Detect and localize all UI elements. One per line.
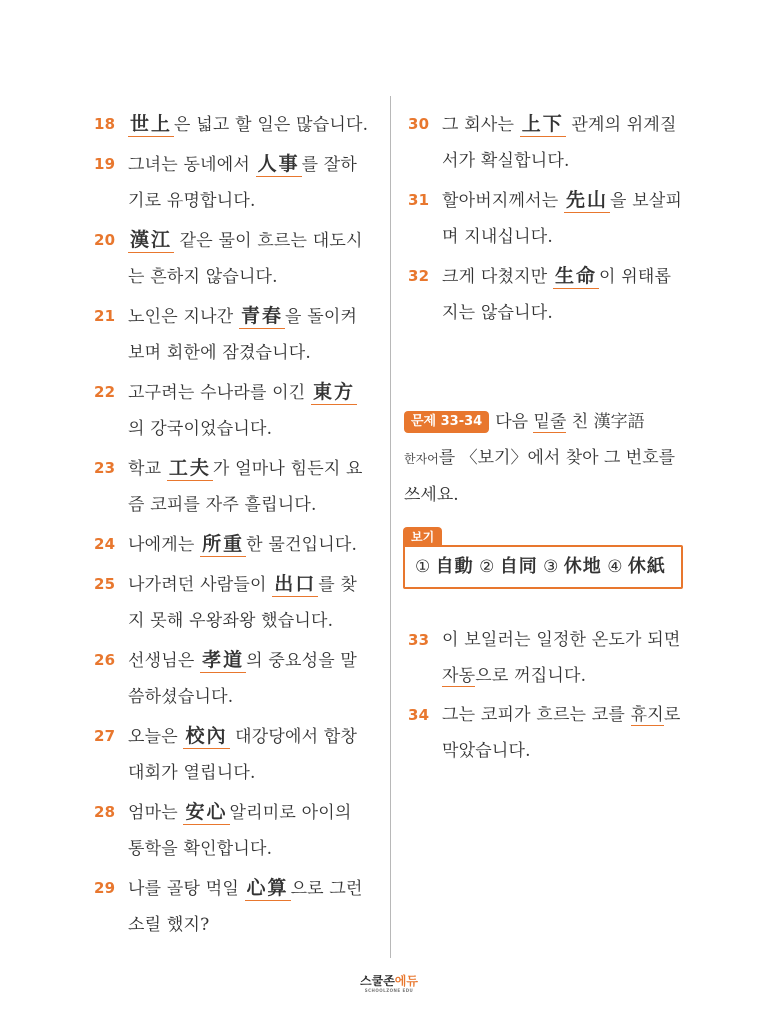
hanja-word: 心算 — [246, 877, 289, 899]
sentence-text: 관계의 위계질 — [565, 115, 677, 135]
question-number: 21 — [94, 307, 116, 325]
sentence-text: 을 돌이켜 — [284, 307, 358, 327]
right-column — [408, 106, 690, 331]
question-21 — [94, 298, 376, 371]
question-number: 33 — [408, 631, 430, 649]
hanja-word: 安心 — [185, 801, 228, 823]
option-hanja: 休地 — [563, 556, 602, 577]
question-number: 24 — [94, 535, 116, 553]
sentence-text: 로 — [663, 705, 681, 725]
sentence-text: 같은 물이 흐르는 대도시 — [174, 231, 363, 251]
sentence-text: 지는 않습니다. — [442, 303, 553, 323]
question-number: 25 — [94, 575, 116, 593]
question-number: 31 — [408, 191, 430, 209]
hanja-word: 所重 — [202, 533, 245, 555]
column-divider — [390, 96, 391, 958]
question-22 — [94, 374, 376, 447]
sentence-text: 는 흔하지 않습니다. — [128, 267, 278, 287]
sentence-text: 이 보일러는 일정한 온도가 되면 — [442, 630, 681, 650]
sentence-text: 이 위태롭 — [598, 267, 672, 287]
sentence-text: 학교 — [128, 459, 167, 479]
instruction-text: 쓰세요. — [404, 485, 459, 505]
instruction-text: 다음 — [495, 412, 534, 432]
questions-33-34 — [408, 622, 690, 769]
sentence-text: 한 물건입니다. — [246, 535, 358, 555]
sentence-text: 막았습니다. — [442, 741, 531, 761]
hanja-word: 漢江 — [130, 229, 173, 251]
question-number: 32 — [408, 267, 430, 285]
sentence-text: 그는 코피가 흐르는 코를 — [442, 705, 631, 725]
hanja-word: 先山 — [565, 189, 608, 211]
sentence-text: 소릴 했지? — [128, 915, 210, 935]
question-33 — [408, 622, 690, 694]
instruction-underlined: 밑줄 — [533, 412, 567, 432]
task-instructions — [404, 404, 690, 513]
question-number: 29 — [94, 879, 116, 897]
sentence-text: 기로 유명합니다. — [128, 191, 256, 211]
hanja-word: 出口 — [274, 573, 317, 595]
option-hanja: 自同 — [499, 556, 538, 577]
question-number: 19 — [94, 155, 116, 173]
sentence-text: 노인은 지나간 — [128, 307, 239, 327]
sentence-text: 가 얼마나 힘든지 요 — [212, 459, 363, 479]
hanja-word: 世上 — [130, 113, 173, 135]
logo-text-main: 스쿨존 — [360, 974, 395, 988]
sentence-text: 선생님은 — [128, 651, 201, 671]
sentence-text: 의 중요성을 말 — [246, 651, 358, 671]
sentence-text: 보며 회한에 잠겼습니다. — [128, 343, 312, 363]
sentence-text: 서가 확실합니다. — [442, 151, 570, 171]
sentence-text: 의 강국이었습니다. — [128, 419, 273, 439]
option-hanja: 自動 — [435, 556, 474, 577]
sentence-text: 씀하셨습니다. — [128, 687, 234, 707]
question-number: 34 — [408, 706, 430, 724]
question-number: 26 — [94, 651, 116, 669]
bogi-label: 보기 — [403, 527, 442, 547]
sentence-text: 은 넓고 할 일은 많습니다. — [174, 115, 369, 135]
question-number: 30 — [408, 115, 430, 133]
underlined-word: 자동 — [442, 666, 476, 686]
sentence-text: 지 못해 우왕좌왕 했습니다. — [128, 611, 334, 631]
sentence-text: 나를 골탕 먹일 — [128, 879, 245, 899]
sentence-text: 고구려는 수나라를 이긴 — [128, 383, 312, 403]
hanja-word: 工夫 — [168, 457, 211, 479]
sentence-text: 를 잘하 — [301, 155, 358, 175]
bogi-options — [403, 545, 683, 589]
question-34 — [408, 697, 690, 769]
option-mark: ① — [415, 557, 431, 577]
sentence-text: 할아버지께서는 — [442, 191, 564, 211]
schoolzone-edu-logo — [356, 974, 422, 996]
question-24 — [94, 526, 376, 563]
sentence-text: 알리미로 아이의 — [229, 803, 352, 823]
question-18 — [94, 106, 376, 143]
question-32 — [408, 258, 690, 331]
question-19 — [94, 146, 376, 219]
question-30 — [408, 106, 690, 179]
sentence-text: 대강당에서 합창 — [229, 727, 358, 747]
sentence-text: 나가려던 사람들이 — [128, 575, 273, 595]
sentence-text: 며 지내십니다. — [442, 227, 553, 247]
instruction-text: 친 漢字語 — [566, 412, 645, 432]
option-mark: ③ — [543, 557, 559, 577]
left-column — [94, 106, 376, 943]
underlined-word: 휴지 — [630, 705, 664, 725]
sentence-text: 그녀는 동네에서 — [128, 155, 256, 175]
question-number: 20 — [94, 231, 116, 249]
sentence-text: 통학을 확인합니다. — [128, 839, 273, 859]
sentence-text: 오늘은 — [128, 727, 184, 747]
sentence-text: 를 찾 — [318, 575, 358, 595]
sentence-text: 크게 다쳤지만 — [442, 267, 553, 287]
sentence-text: 엄마는 — [128, 803, 184, 823]
sentence-text: 으로 꺼집니다. — [475, 666, 587, 686]
question-number: 18 — [94, 115, 116, 133]
question-number: 27 — [94, 727, 116, 745]
hanja-word: 上下 — [521, 113, 564, 135]
hanja-word: 生命 — [554, 265, 597, 287]
question-26 — [94, 642, 376, 715]
sentence-text: 즘 코피를 자주 흘립니다. — [128, 495, 317, 515]
question-number: 22 — [94, 383, 116, 401]
question-25 — [94, 566, 376, 639]
question-28 — [94, 794, 376, 867]
hanja-word: 青春 — [240, 305, 283, 327]
question-number: 28 — [94, 803, 116, 821]
logo-subtext: SCHOOLZONE EDU — [364, 988, 414, 993]
hanja-word: 校內 — [185, 725, 228, 747]
hanja-word: 東方 — [313, 381, 356, 403]
sentence-text: 으로 그런 — [290, 879, 363, 899]
sentence-text: 을 보살피 — [609, 191, 683, 211]
option-hanja: 休紙 — [627, 556, 666, 577]
question-number: 23 — [94, 459, 116, 477]
question-29 — [94, 870, 376, 943]
question-31 — [408, 182, 690, 255]
instruction-text: 를 〈보기〉에서 찾아 그 번호를 — [438, 448, 676, 468]
sentence-text: 그 회사는 — [442, 115, 520, 135]
sentence-text: 대회가 열립니다. — [128, 763, 256, 783]
logo-text-accent: 에듀 — [394, 974, 418, 988]
sentence-text: 나에게는 — [128, 535, 201, 555]
hanja-word: 孝道 — [202, 649, 245, 671]
hanja-word: 人事 — [257, 153, 300, 175]
question-27 — [94, 718, 376, 791]
question-20 — [94, 222, 376, 295]
question-23 — [94, 450, 376, 523]
option-mark: ② — [479, 557, 495, 577]
option-mark: ④ — [607, 557, 623, 577]
instruction-small-text: 한자어 — [404, 452, 439, 466]
problem-badge: 문제 33-34 — [404, 411, 489, 433]
